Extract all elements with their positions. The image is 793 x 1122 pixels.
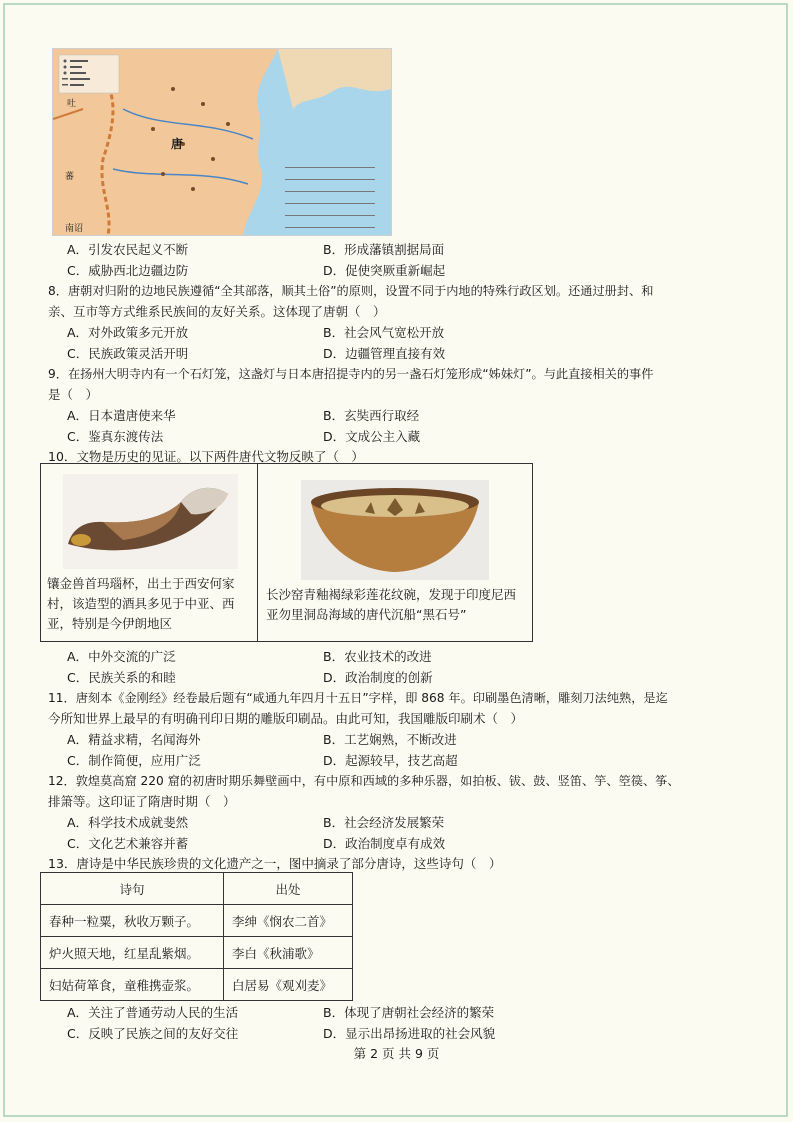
q7-option-a[interactable]: A．引发农民起义不断 [67, 242, 189, 257]
table-row [41, 937, 353, 969]
q8-stem-line1: 8．唐朝对归附的边地民族遵循“全其部落，顺其土俗”的原则，设置不同于内地的特殊行政区划。还通过册封、和 [48, 284, 654, 298]
agate-rhyton-image [63, 474, 238, 569]
q10-option-a[interactable]: A．中外交流的广泛 [67, 649, 176, 664]
artifact1-caption: 镶金兽首玛瑙杯，出土于西安何家村，该造型的酒具多见于中亚、西亚，特别是今伊朗地区 [47, 576, 235, 631]
q11-option-a[interactable]: A．精益求精，名闻海外 [67, 732, 201, 747]
q13-option-c[interactable]: C．反映了民族之间的友好交往 [67, 1026, 239, 1041]
q10-option-c[interactable]: C．民族关系的和睦 [67, 670, 176, 685]
q11-stem-line2: 今所知世界上最早的有明确刊印日期的雕版印刷品。由此可知，我国雕版印刷术（ ） [48, 711, 524, 726]
poem-source: 李绅《悯农二首》 [224, 905, 353, 937]
q10-artifact-table [40, 463, 533, 642]
map-label-tubo-2: 蕃 [65, 172, 75, 182]
header-poem: 诗句 [41, 873, 224, 905]
poem-source: 李白《秋浦歌》 [224, 937, 353, 969]
poem-source: 白居易《观刈麦》 [224, 969, 353, 1001]
q12-stem-line1: 12．敦煌莫高窟 220 窟的初唐时期乐舞壁画中，有中原和西域的多种乐器，如拍板、钹、鼓、竖笛、竽、箜篌、筝、 [48, 774, 680, 788]
q9-stem-line1: 9．在扬州大明寺内有一个石灯笼，这盏灯与日本唐招提寺内的另一盏石灯笼形成“姊妹灯”。与此直接相关的事件 [48, 367, 654, 381]
q7-option-c[interactable]: C．威胁西北边疆边防 [67, 263, 189, 278]
q12-option-c[interactable]: C．文化艺术兼容并蓄 [67, 836, 189, 851]
artifact-cell-rhyton [41, 464, 258, 641]
q11-option-b[interactable]: B．工艺娴熟，不断改进 [323, 732, 457, 747]
map-label-tang: 唐 [171, 137, 184, 151]
table-row [41, 905, 353, 937]
q12-option-d[interactable]: D．政治制度卓有成效 [323, 836, 446, 851]
changsha-bowl-image [301, 480, 489, 580]
q8-option-b[interactable]: B．社会风气宽松开放 [323, 325, 445, 340]
tang-map-figure [52, 48, 392, 236]
q10-option-d[interactable]: D．政治制度的创新 [323, 670, 433, 685]
q13-option-a[interactable]: A．关注了普通劳动人民的生活 [67, 1005, 239, 1020]
header-source: 出处 [224, 873, 353, 905]
q10-option-b[interactable]: B．农业技术的改进 [323, 649, 432, 664]
poem-line: 春种一粒粟，秋收万颗子。 [41, 905, 224, 937]
q10-stem: 10．文物是历史的见证。以下两件唐代文物反映了（ ） [48, 449, 364, 464]
q13-poem-table [40, 872, 353, 1001]
q7-option-b[interactable]: B．形成藩镇割据局面 [323, 242, 445, 257]
table-header-row [41, 873, 353, 905]
q11-stem-line1: 11．唐刻本《金刚经》经卷最后题有“咸通九年四月十五日”字样，即 868 年。印刷墨色清晰，雕刻刀法纯熟，是迄 [48, 691, 668, 705]
q9-option-b[interactable]: B．玄奘西行取经 [323, 408, 420, 423]
artifact-cell-bowl [258, 464, 532, 641]
poem-line: 妇姑荷箪食，童稚携壶浆。 [41, 969, 224, 1001]
q9-option-c[interactable]: C．鉴真东渡传法 [67, 429, 164, 444]
page-number: 第 2 页 共 9 页 [353, 1046, 440, 1061]
q8-stem-line2: 亲、互市等方式维系民族间的友好关系。这体现了唐朝（ ） [48, 304, 386, 319]
table-row [41, 969, 353, 1001]
q8-option-c[interactable]: C．民族政策灵活开明 [67, 346, 189, 361]
artifact2-caption: 长沙窑青釉褐绿彩莲花纹碗，发现于印度尼西亚勿里洞岛海域的唐代沉船“黑石号” [266, 587, 517, 622]
q11-option-c[interactable]: C．制作简便，应用广泛 [67, 753, 201, 768]
q12-stem-line2: 排箫等。这印证了隋唐时期（ ） [48, 794, 236, 809]
q13-stem: 13．唐诗是中华民族珍贵的文化遗产之一，图中摘录了部分唐诗，这些诗句（ ） [48, 856, 502, 871]
q8-option-d[interactable]: D．边疆管理直接有效 [323, 346, 446, 361]
q7-option-d[interactable]: D．促使突厥重新崛起 [323, 263, 446, 278]
q9-stem-line2: 是（ ） [48, 387, 99, 402]
map-label-nanzhao: 南诏 [65, 224, 84, 234]
tang-map-drawing [53, 49, 391, 235]
q8-option-a[interactable]: A．对外政策多元开放 [67, 325, 189, 340]
q13-option-d[interactable]: D．显示出昂扬进取的社会风貌 [323, 1026, 496, 1041]
q12-option-b[interactable]: B．社会经济发展繁荣 [323, 815, 445, 830]
q11-option-d[interactable]: D．起源较早，技艺高超 [323, 753, 458, 768]
q12-option-a[interactable]: A．科学技术成就斐然 [67, 815, 189, 830]
q9-option-a[interactable]: A．日本遣唐使来华 [67, 408, 176, 423]
q13-option-b[interactable]: B．体现了唐朝社会经济的繁荣 [323, 1005, 495, 1020]
poem-line: 炉火照天地，红星乱紫烟。 [41, 937, 224, 969]
map-label-tubo: 吐 [67, 99, 77, 109]
q9-option-d[interactable]: D．文成公主入藏 [323, 429, 421, 444]
